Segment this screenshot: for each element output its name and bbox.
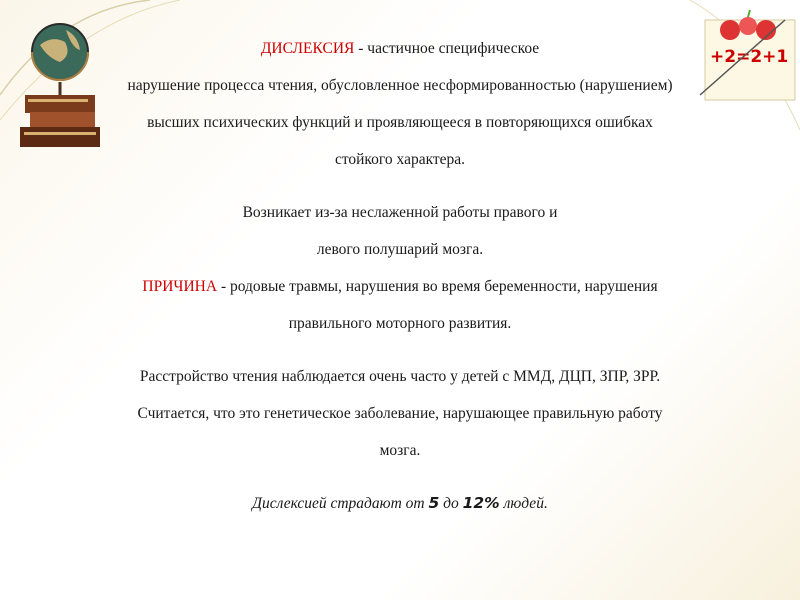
definition-line-2: нарушение процесса чтения, обусловленное несформированностью (нарушением)	[127, 77, 673, 94]
slide-content	[20, 30, 780, 522]
disorder-line-2: Считается, что это генетическое заболевание, нарушающее правильную работу	[137, 405, 663, 422]
math-text: +2=2+1	[710, 47, 789, 67]
cause-text: - родовые травмы, нарушения во время беременности, нарушения	[217, 278, 658, 295]
origin-line-1: Возникает из-за неслаженной работы правого и	[242, 204, 558, 221]
disorder-line-1: Расстройство чтения наблюдается очень часто у детей с ММД, ДЦП, ЗПР, ЗРР.	[139, 368, 661, 385]
disorder-line-3: мозга.	[379, 442, 421, 459]
statistic-max: 12%	[462, 494, 500, 512]
cause-line-1	[20, 268, 780, 305]
statistic-line	[20, 485, 780, 522]
statistic-text-1: Дислексией страдают от	[252, 495, 429, 512]
definition-line-4: стойкого характера.	[334, 151, 466, 168]
cause-line-2: правильного моторного развития.	[288, 315, 512, 332]
definition-text: - частичное специфическое	[354, 40, 540, 57]
dyslexia-term: ДИСЛЕКСИЯ	[260, 40, 355, 57]
statistic-text-3: людей.	[499, 495, 548, 512]
statistic-text-2: до	[439, 495, 463, 512]
cause-term: ПРИЧИНА	[142, 278, 218, 295]
origin-line-2: левого полушарий мозга.	[316, 241, 484, 258]
definition-line-1	[20, 30, 780, 67]
statistic-min: 5	[428, 494, 440, 512]
definition-line-3: высших психических функций и проявляющееся в повторяющихся ошибках	[147, 114, 653, 131]
